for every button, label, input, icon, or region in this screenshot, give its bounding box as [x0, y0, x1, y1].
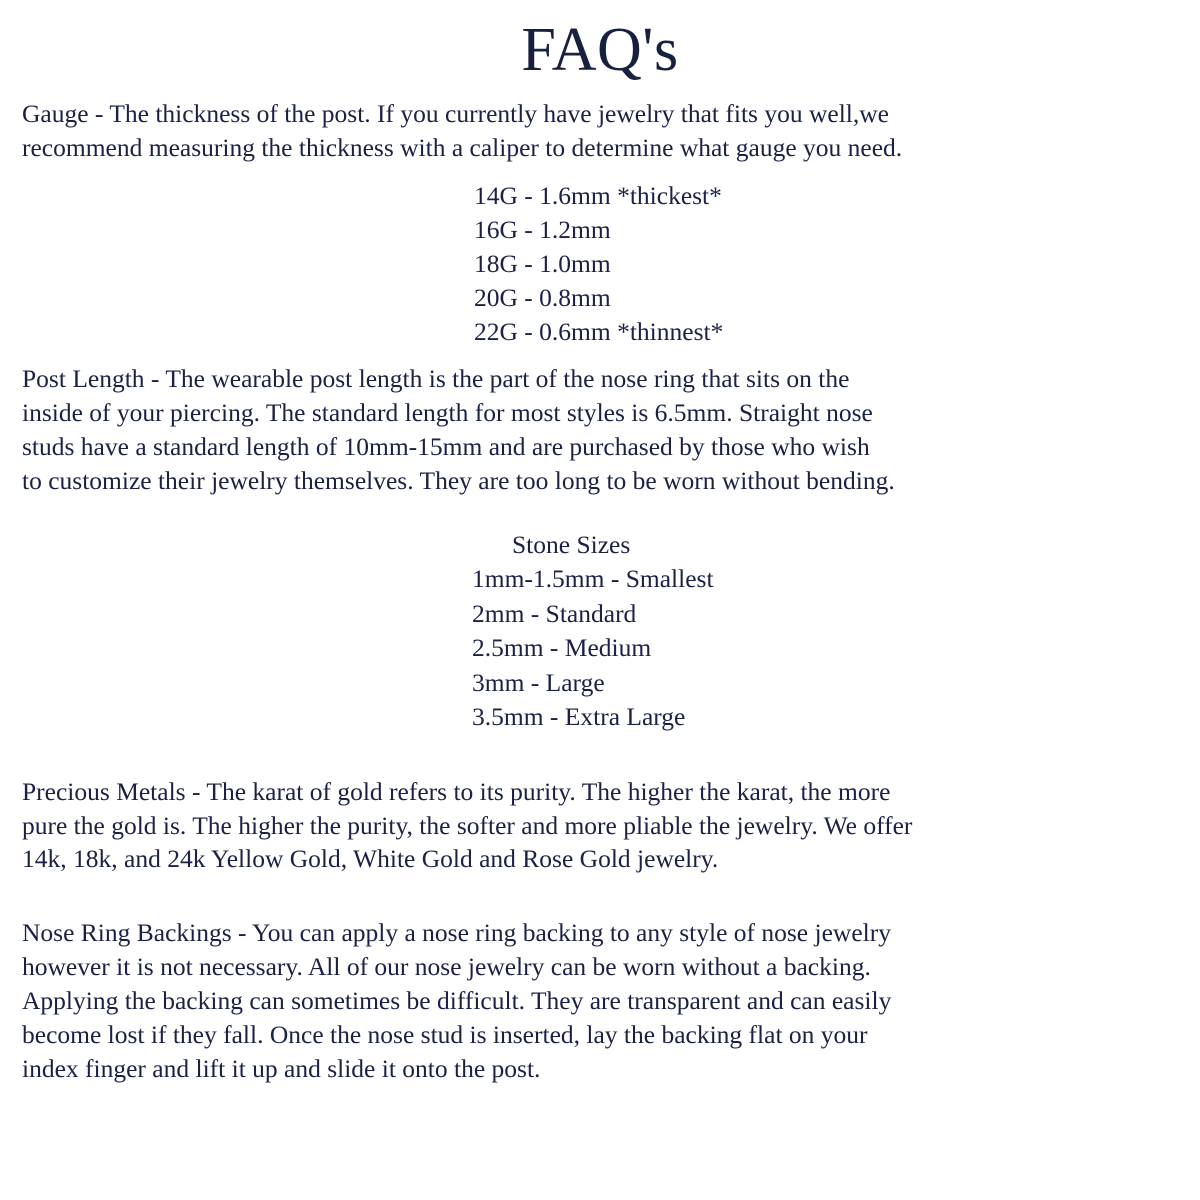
post-length-line-4: to customize their jewelry themselves. They are too long to be worn without bending. [22, 466, 895, 496]
list-item: 22G - 0.6mm *thinnest* [474, 316, 724, 346]
list-item: 20G - 0.8mm [474, 282, 611, 312]
post-length-line-1: Post Length - The wearable post length is the part of the nose ring that sits on the [22, 364, 850, 394]
nose-ring-backings-line-1: Nose Ring Backings - You can apply a nose ring backing to any style of nose jewelry [22, 918, 891, 948]
gauge-paragraph-line-2: recommend measuring the thickness with a caliper to determine what gauge you need. [22, 133, 903, 162]
nose-ring-backings-line-4: become lost if they fall. Once the nose stud is inserted, lay the backing flat on your [22, 1020, 868, 1050]
precious-metals-line-2: pure the gold is. The higher the purity, the softer and more pliable the jewelry. We offer [22, 810, 913, 840]
stone-sizes-section [22, 528, 1178, 735]
list-item: 2.5mm - Medium [472, 633, 652, 663]
list-item: 18G - 1.0mm [474, 248, 611, 278]
nose-ring-backings-line-3: Applying the backing can sometimes be difficult. They are transparent and can easily [22, 986, 892, 1016]
list-item: 3mm - Large [472, 667, 605, 697]
list-item: 16G - 1.2mm [474, 214, 611, 244]
post-length-line-2: inside of your piercing. The standard length for most styles is 6.5mm. Straight nose [22, 398, 873, 428]
precious-metals-section [22, 775, 1178, 877]
nose-ring-backings-line-5: index finger and lift it up and slide it onto the post. [22, 1053, 541, 1083]
precious-metals-line-1: Precious Metals - The karat of gold refers to its purity. The higher the karat, the more [22, 776, 891, 806]
list-item: 14G - 1.6mm *thickest* [474, 180, 722, 210]
precious-metals-line-3: 14k, 18k, and 24k Yellow Gold, White Gold and Rose Gold jewelry. [22, 844, 719, 874]
page-title: FAQ's [521, 16, 679, 84]
gauge-section [22, 97, 1178, 348]
gauge-paragraph-line-1: Gauge - The thickness of the post. If you currently have jewelry that fits you well,we [22, 99, 889, 129]
spacer [22, 882, 1178, 916]
spacer [22, 753, 1178, 775]
list-item: 2mm - Standard [472, 598, 637, 628]
stone-sizes-heading: Stone Sizes [512, 530, 631, 560]
post-length-section [22, 362, 1178, 498]
nose-ring-backings-section [22, 916, 1178, 1086]
list-item: 3.5mm - Extra Large [472, 702, 686, 732]
list-item: 1mm-1.5mm - Smallest [472, 564, 714, 594]
nose-ring-backings-line-2: however it is not necessary. All of our nose jewelry can be worn without a backing. [22, 952, 871, 982]
gauge-size-list [22, 179, 1178, 349]
post-length-line-3: studs have a standard length of 10mm-15mm and are purchased by those who wish [22, 432, 870, 462]
